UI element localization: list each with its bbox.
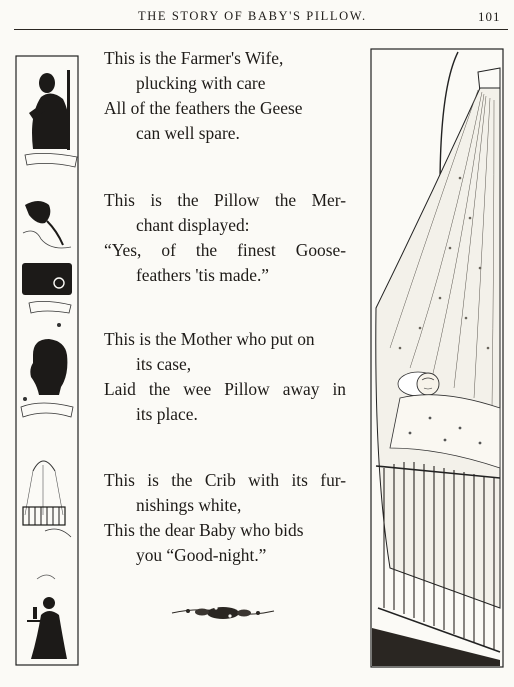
verse-line: All of the feathers the Geese [104, 98, 303, 118]
mother-profile-silhouette-icon [21, 339, 73, 417]
verse-line: you “Good-night.” [136, 545, 267, 565]
farmers-wife-silhouette-icon [25, 70, 77, 167]
verse-line: This is the Mother who put on [104, 329, 315, 349]
stanza-1 [100, 46, 352, 146]
verse-line: Laid the wee Pillow away in [104, 379, 346, 399]
baby-in-canopied-crib-illustration-icon [370, 48, 504, 668]
left-vignette-strip [15, 55, 79, 666]
verse-line: This is the Crib with its fur- [104, 470, 346, 490]
verse-line: feathers 'tis made.” [136, 265, 270, 285]
stanza-2 [100, 188, 352, 288]
verse-line: This the dear Baby who bids [104, 520, 304, 540]
verse-line: This is the Pillow the Mer- [104, 190, 346, 210]
stanza-4 [100, 468, 352, 568]
feather-quill-icon [23, 201, 71, 248]
verse-line: can well spare. [136, 123, 240, 143]
verse-line: plucking with care [136, 73, 266, 93]
stanza-3 [100, 327, 352, 427]
verse-line: its case, [136, 354, 192, 374]
verse-line: This is the Farmer's Wife, [104, 48, 284, 68]
verse-line: chant displayed: [136, 215, 250, 235]
pillow-silhouette-icon [22, 263, 72, 327]
verse-line: nishings white, [136, 495, 242, 515]
crib-canopy-icon [23, 461, 71, 537]
running-title: THE STORY OF BABY'S PILLOW. [138, 9, 367, 23]
running-head [0, 9, 514, 27]
verse-line: its place. [136, 404, 198, 424]
page-number: 101 [478, 9, 501, 24]
child-with-candle-silhouette-icon [27, 575, 67, 659]
verse-line: “Yes, of the finest Goose- [104, 240, 346, 260]
floral-tailpiece-icon [168, 599, 278, 625]
header-rule [14, 29, 508, 30]
